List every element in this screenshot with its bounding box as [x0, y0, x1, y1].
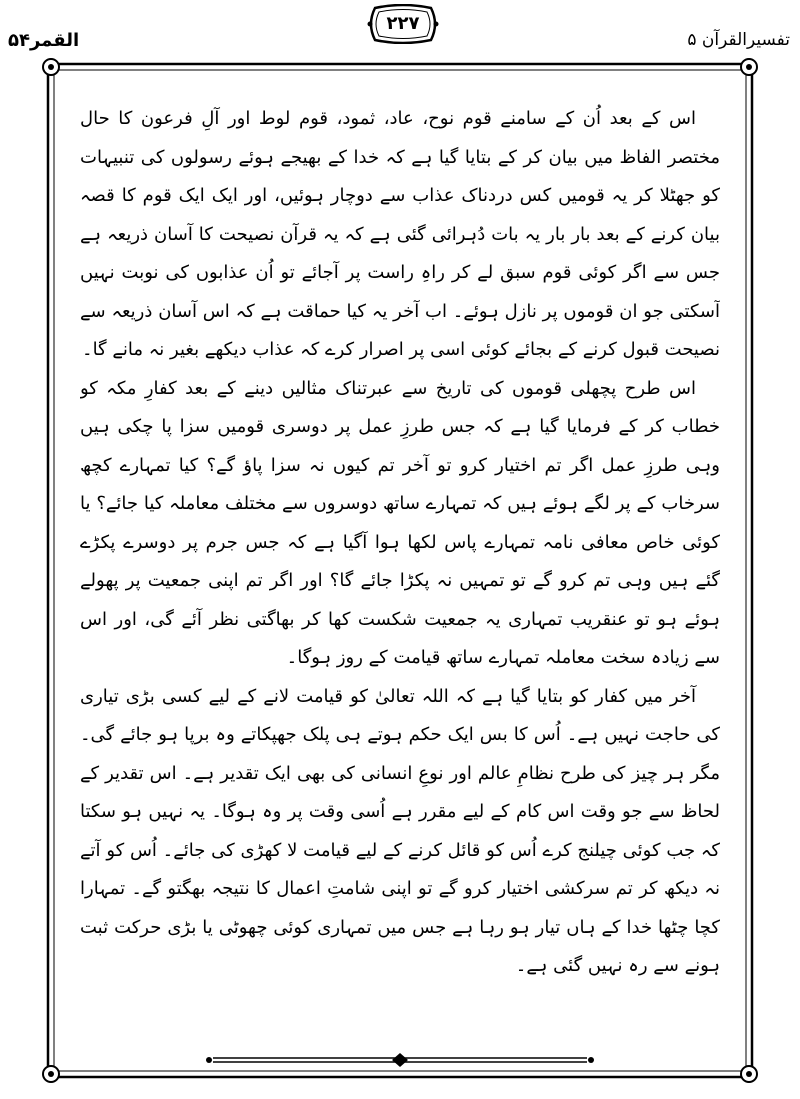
book-title: تفسیرالقرآن ۵ — [687, 30, 790, 50]
paragraph-1: اس کے بعد اُن کے سامنے قوم نوح، عاد، ثمود، قوم لوط اور آلِ فرعون کا حال مختصر الفاظ میں بیان کر کے بتایا گیا ہے کہ خدا کے بھیجے ہوئے رسولوں کی تنبیہات کو جھٹلا کر یہ قومیں کس دردناک عذاب سے دوچار ہوئیں، اور ایک ایک قوم کا قصہ بیان کرنے کے بعد بار بار یہ بات دُہرائی گئی ہے کہ یہ قرآن نصیحت کا آسان ذریعہ ہے جس سے اگر کوئی قوم سبق لے کر راہِ راست پر آجائے تو اُن عذابوں کی نوبت نہیں آسکتی جو ان قوموں پر نازل ہوئے۔ اب آخر یہ کیا حماقت ہے کہ اس آسان ذریعہ سے نصیحت قبول کرنے کے بجائے کوئی اسی پر اصرار کرے کہ عذاب دیکھے بغیر نہ مانے گا۔ — [80, 108, 720, 360]
end-divider-ornament-icon — [205, 1052, 595, 1068]
page-number-badge — [365, 4, 441, 44]
paragraph-3: آخر میں کفار کو بتایا گیا ہے کہ اللہ تعالیٰ کو قیامت لانے کے لیے کسی بڑی تیاری کی حاجت نہیں ہے۔ اُس کا بس ایک حکم ہوتے ہی پلک جھپکاتے وہ برپا ہو جائے گی۔ مگر ہر چیز کی طرح نظامِ عالم اور نوعِ انسانی کی بھی ایک تقدیر ہے۔ اس تقدیر کے لحاظ سے جو وقت اس کام کے لیے مقرر ہے اُسی وقت پر وہ ہوگا۔ یہ نہیں ہو سکتا کہ جب کوئی چیلنج کرے اُس کو قائل کرنے کے لیے قیامت لا کھڑی کی جائے۔ اُس کو آتے نہ دیکھ کر تم سرکشی اختیار کرو گے تو اپنی شامتِ اعمال کا نتیجہ بھگتو گے۔ تمہارا کچا چٹھا خدا کے ہاں تیار ہو رہا ہے جس میں تمہاری کوئی چھوٹی یا بڑی حرکت ثبت ہونے سے رہ نہیں گئی ہے۔ — [80, 685, 720, 976]
commentary-text — [80, 100, 720, 1060]
page-number: ۲۲۷ — [386, 13, 420, 34]
surah-label: القمر۵۴ — [8, 30, 80, 51]
page-header — [0, 0, 800, 56]
paragraph-2: اس طرح پچھلی قوموں کی تاریخ سے عبرتناک مثالیں دینے کے بعد کفارِ مکہ کو خطاب کر کے فرمایا گیا ہے کہ جس طرزِ عمل پر دوسری قومیں سزا پا چکی ہیں وہی طرزِ عمل اگر تم اختیار کرو تو آخر تم کیوں نہ سزا پاؤ گے؟ کیا تمہارے کچھ سرخاب کے پر لگے ہوئے ہیں کہ تمہارے ساتھ دوسروں سے مختلف معاملہ کیا جائے؟ یا کوئی خاص معافی نامہ تمہارے پاس لکھا ہوا آگیا ہے کہ جس جرم پر دوسرے پکڑے گئے ہیں وہی تم کرو گے تو تمہیں نہ پکڑا جائے گا؟ اور اگر تم اپنی جمعیت پر پھولے ہوئے ہو تو عنقریب تمہاری یہ جمعیت شکست کھا کر بھاگتی نظر آئے گی، اور اس سے زیادہ سخت معاملہ تمہارے ساتھ قیامت کے روز ہوگا۔ — [80, 377, 720, 668]
